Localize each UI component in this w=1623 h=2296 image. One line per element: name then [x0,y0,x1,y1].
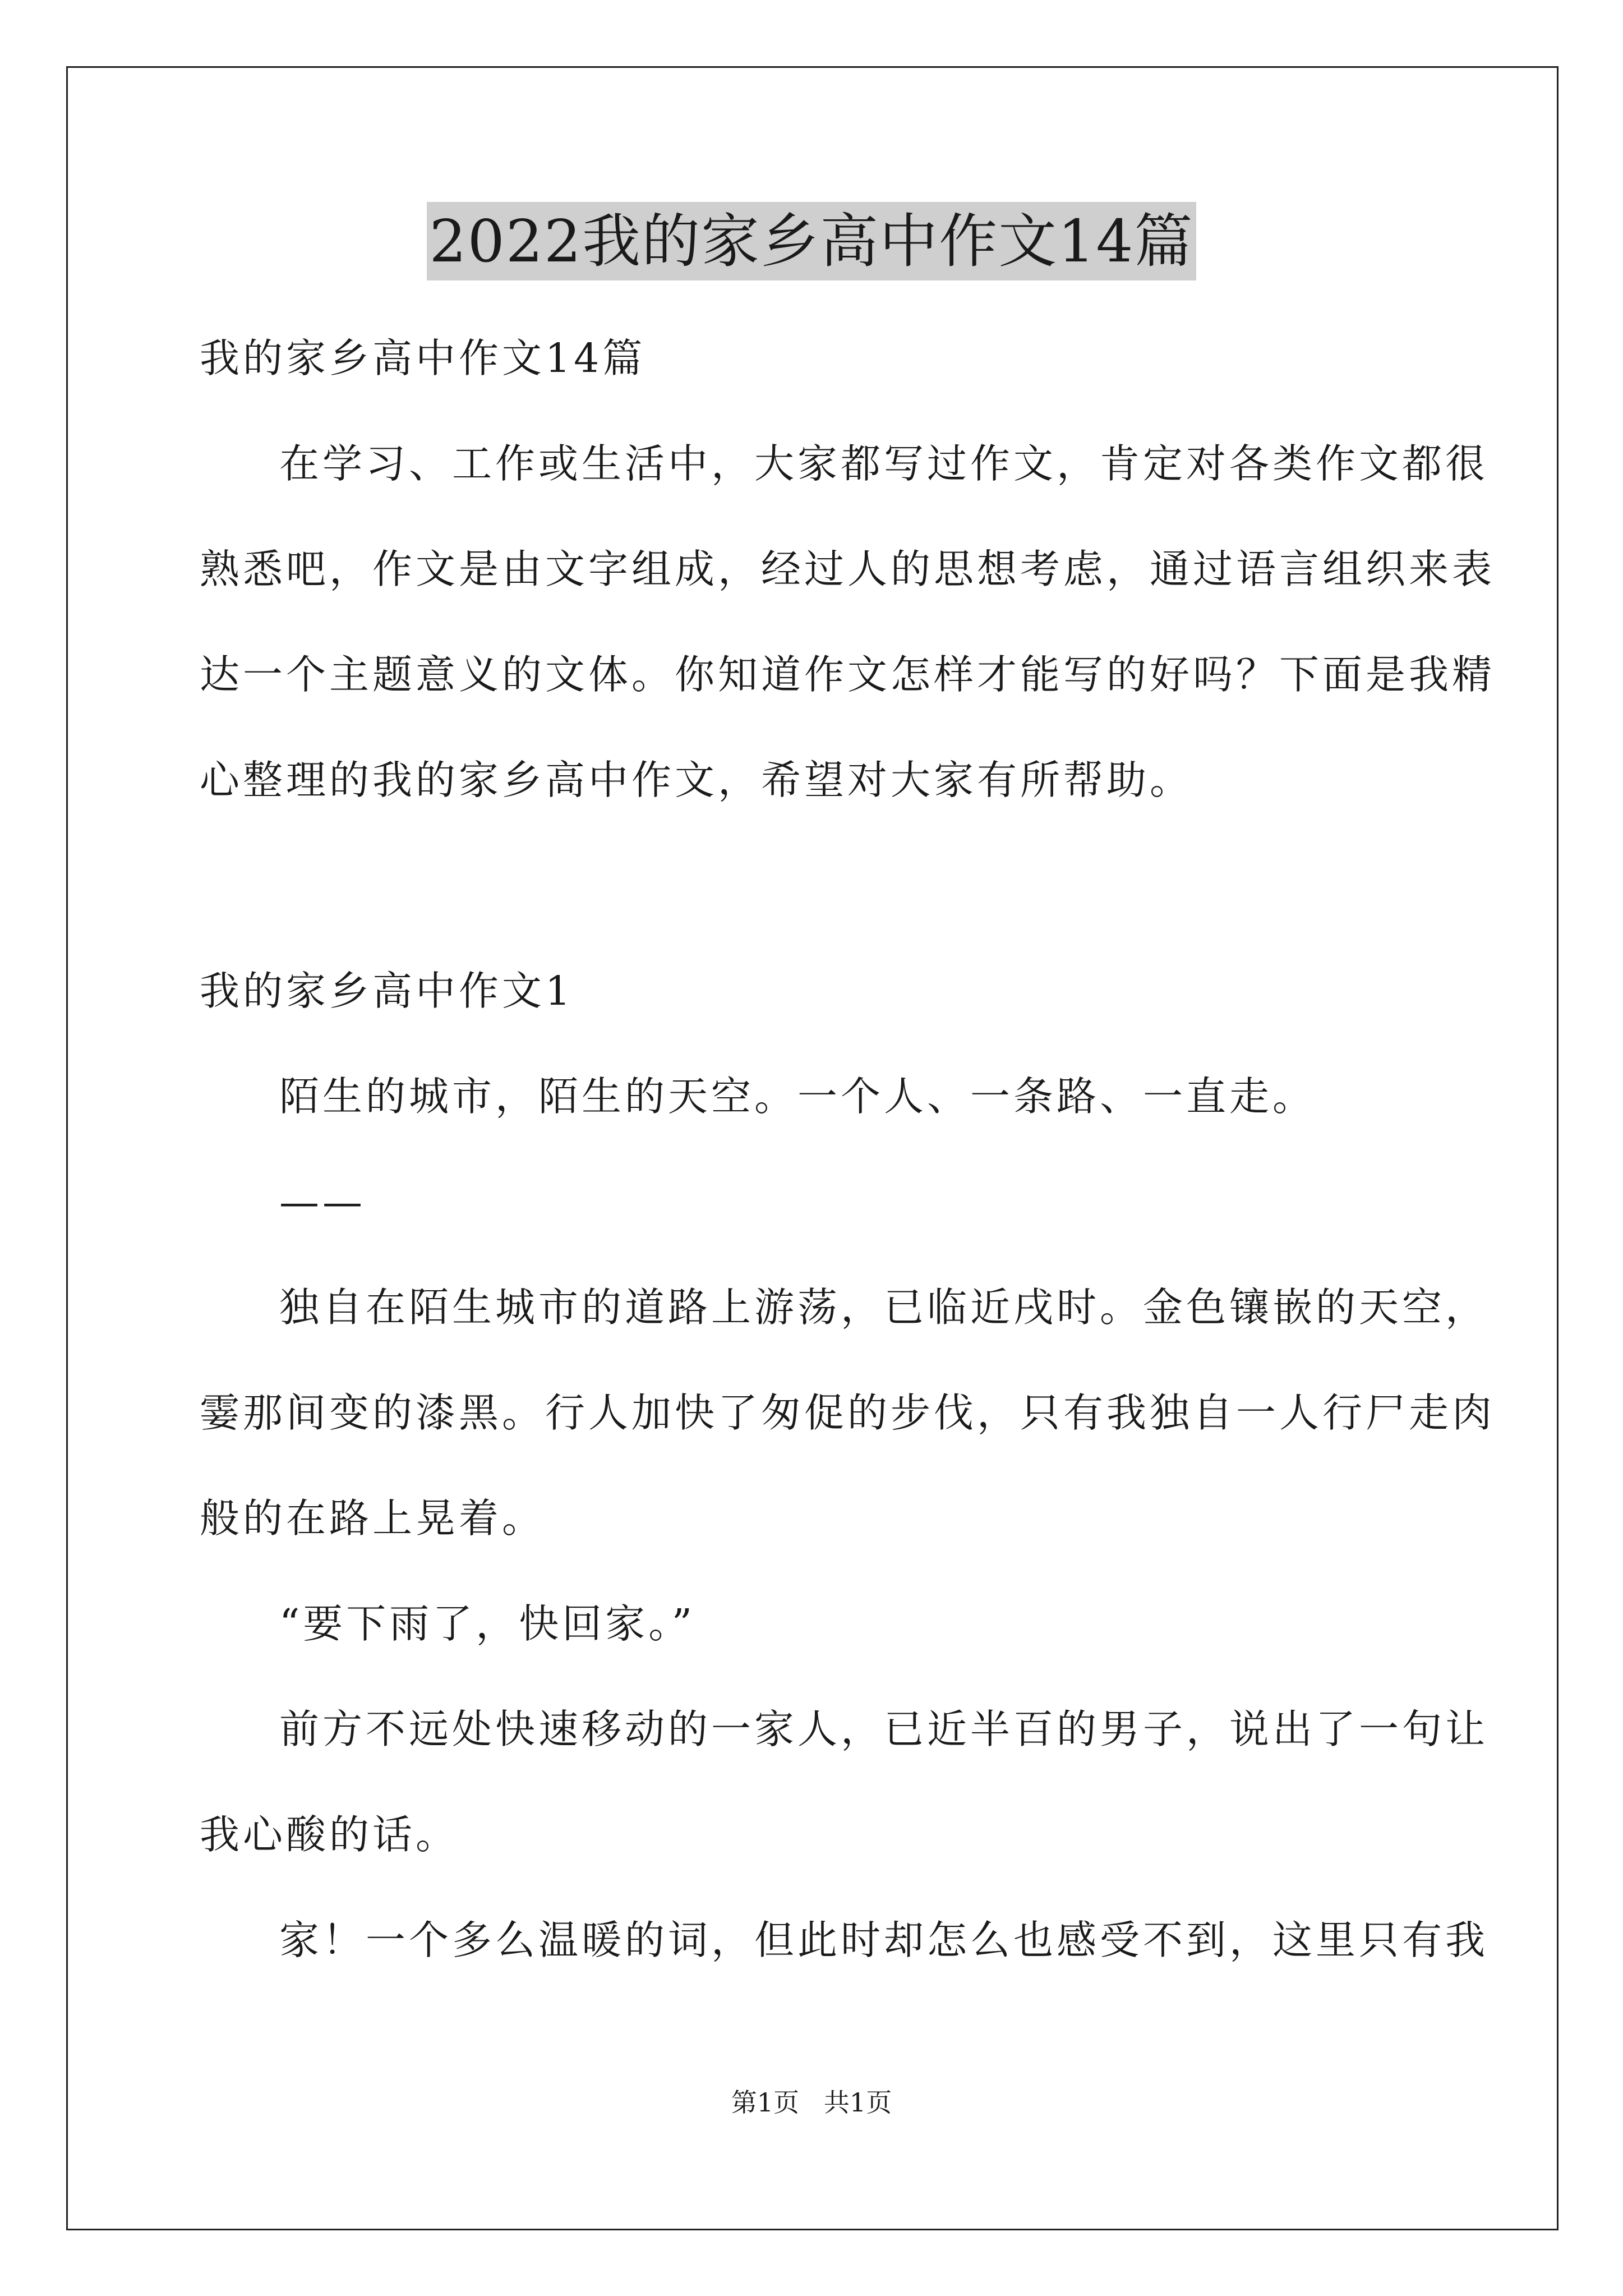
body-line: 陌生的城市，陌生的天空。一个人、一条路、一直走。 [279,1073,1316,1120]
intro-line: 达一个主题意义的文体。你知道作文怎样才能写的好吗？下面是我精 [200,651,1496,698]
section-heading: 我的家乡高中作文1 [200,968,574,1014]
body-line: 霎那间变的漆黑。行人加快了匆促的步伐，只有我独自一人行尸走肉 [200,1389,1496,1436]
intro-line: 在学习、工作或生活中，大家都写过作文，肯定对各类作文都很 [279,440,1489,487]
body-line: 独自在陌生城市的道路上游荡，已临近戌时。金色镶嵌的天空， [279,1284,1489,1331]
document-body [200,306,1496,1993]
body-line: 家！一个多么温暖的词，但此时却怎么也感受不到，这里只有我 [279,1917,1489,1963]
page-footer: 第1页 共1页 [731,2087,892,2118]
title-container [0,202,1623,280]
intro-line: 熟悉吧，作文是由文字组成，经过人的思想考虑，通过语言组织来表 [200,546,1496,592]
body-line: 前方不远处快速移动的一家人，已近半百的男子，说出了一句让 [279,1706,1489,1752]
subtitle: 我的家乡高中作文14篇 [200,335,646,381]
paragraph-gap [200,833,1433,938]
body-line: —— [279,1179,366,1225]
body-line: “要下雨了，快回家。” [279,1600,696,1647]
body-line: 般的在路上晃着。 [200,1495,546,1542]
intro-line: 心整理的我的家乡高中作文，希望对大家有所帮助。 [200,757,1193,803]
body-line: 我心酸的话。 [200,1811,459,1858]
document-title: 2022我的家乡高中作文14篇 [427,202,1196,280]
